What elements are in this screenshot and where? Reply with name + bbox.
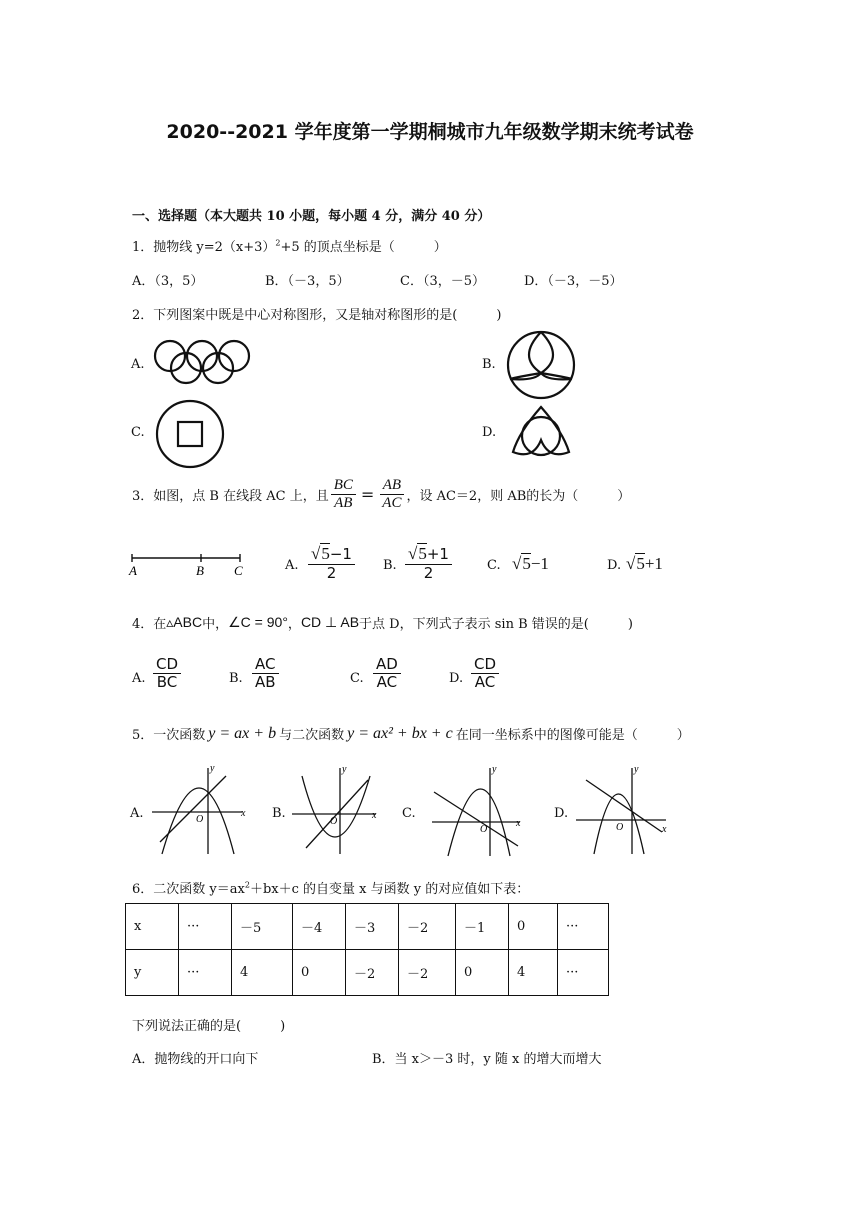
q3-fraction-bc-ab <box>331 477 356 513</box>
point-b-label: B <box>196 563 204 578</box>
q5-stem-pre: 5．一次函数 <box>132 728 206 743</box>
q5a-x-label: x <box>241 808 246 819</box>
q4-option-c <box>373 656 401 692</box>
q3-a-rest: −1 <box>329 545 352 563</box>
q5-label-a: A. <box>130 806 144 821</box>
table-cell: ··· <box>179 950 232 996</box>
q2-label-c: C. <box>131 425 145 440</box>
q5b-y-label: y <box>342 764 347 775</box>
table-cell: －5 <box>232 904 293 950</box>
point-c-label: C <box>234 563 243 578</box>
table-row <box>126 904 609 950</box>
q4-a-num: CD <box>153 656 181 674</box>
q5-label-d: D. <box>554 806 569 821</box>
q5b-origin-label: O <box>330 816 338 827</box>
q4-option-b <box>252 656 279 692</box>
q6-subquestion: 下列说法正确的是( ) <box>132 1019 286 1034</box>
q3-d-rest: +1 <box>644 554 663 573</box>
q1-option-d: D．（－3，－5） <box>524 274 623 289</box>
q4-option-d <box>471 656 499 692</box>
q1-option-c: C．（3，－5） <box>400 274 485 289</box>
q6-exponent: 2 <box>244 880 250 890</box>
table-cell: －2 <box>399 904 456 950</box>
q3-sqrt-a: √5 <box>311 544 330 563</box>
value-table <box>125 903 609 996</box>
q5-quadratic-function: y = ax² + bx + c <box>347 724 453 742</box>
section-heading: 一、选择题（本大题共 10 小题，每小题 4 分，满分 40 分） <box>132 209 491 224</box>
q3-radicand-a: 5 <box>321 544 330 563</box>
q6-option-b: B．当 x＞－3 时，y 随 x 的增大而增大 <box>372 1052 602 1067</box>
q2-label-d: D. <box>482 425 497 440</box>
table-cell: x <box>126 904 179 950</box>
table-cell: y <box>126 950 179 996</box>
question-4-stem <box>132 613 633 632</box>
q3-option-b <box>405 544 452 582</box>
q3-stem-post: ，设 AC＝2，则 AB的长为（ ） <box>406 489 631 505</box>
q3-a-den: 2 <box>326 563 337 582</box>
table-cell: －1 <box>456 904 509 950</box>
q1-option-a: A．（3，5） <box>132 274 204 289</box>
table-cell: ··· <box>179 904 232 950</box>
q3-option-c <box>512 554 549 574</box>
q4-d-den: AC <box>474 673 496 692</box>
q6-option-a: A．抛物线的开口向下 <box>132 1052 259 1067</box>
q3-b-rest: +1 <box>426 545 449 563</box>
q3-radicand-b: 5 <box>418 544 427 563</box>
q2-label-b: B. <box>482 357 496 372</box>
coin-figure <box>154 398 226 470</box>
triquetra-figure <box>503 404 579 462</box>
q2-label-a: A. <box>131 357 145 372</box>
segment-abc-figure <box>128 552 246 578</box>
q6-stem-post: ＋bx＋c 的自变量 x 与函数 y 的对应值如下表： <box>249 882 530 897</box>
table-cell: －4 <box>293 904 346 950</box>
q3-sqrt-d: √5 <box>626 554 645 573</box>
table-cell: －2 <box>346 950 399 996</box>
q3-label-d: D. <box>607 558 622 573</box>
q3-label-c: C. <box>487 558 501 573</box>
q3-label-b: B. <box>383 558 397 573</box>
q4-stem-pre: 4．在 <box>132 617 167 632</box>
q5-linear-function: y = ax + b <box>208 724 277 742</box>
q4-label-d: D. <box>449 671 464 686</box>
olympic-rings-figure <box>150 338 254 388</box>
q3-radicand-c: 5 <box>522 554 531 573</box>
q3-stem-pre: 3．如图，点 B 在线段 AC 上，且 <box>132 489 329 505</box>
q3-sqrt-c: √5 <box>512 554 531 573</box>
q5-label-b: B. <box>272 806 286 821</box>
q3-option-d <box>626 554 663 574</box>
q4-stem-post: 于点 D，下列式子表示 sin B 错误的是( ) <box>359 617 633 632</box>
q3-frac1-num: BC <box>331 477 356 495</box>
table-cell: 4 <box>232 950 293 996</box>
q4-b-den: AB <box>255 673 276 692</box>
q4-label-c: C. <box>350 671 364 686</box>
table-cell: ··· <box>558 950 609 996</box>
q4-a-den: BC <box>156 673 178 692</box>
question-6-stem <box>132 878 529 897</box>
q4-perpendicular: CD ⊥ AB <box>300 614 360 630</box>
q4-label-a: A. <box>132 671 146 686</box>
q5-stem-mid: 与二次函数 <box>279 728 345 743</box>
q5-stem-post: 在同一坐标系中的图像可能是（ ） <box>455 728 690 743</box>
q5c-x-label: x <box>516 818 521 829</box>
q3-frac2-num: AB <box>380 477 404 495</box>
q6-stem-pre: 6．二次函数 y＝ax <box>132 882 245 897</box>
three-petal-circle-figure <box>505 329 577 401</box>
q1-option-b: B．（－3，5） <box>265 274 350 289</box>
table-cell: 0 <box>509 904 558 950</box>
q5a-origin-label: O <box>196 814 204 825</box>
q3-frac1-den: AB <box>334 495 353 512</box>
point-a-label: A <box>129 563 137 578</box>
q4-b-num: AC <box>252 656 278 674</box>
q3-radicand-d: 5 <box>636 554 645 573</box>
q5d-x-label: x <box>662 824 667 835</box>
question-2-stem: 2．下列图案中既是中心对称图形，又是轴对称图形的是( ) <box>132 308 502 323</box>
table-cell: －3 <box>346 904 399 950</box>
q3-c-rest: −1 <box>530 554 549 573</box>
q5-label-c: C. <box>402 806 416 821</box>
table-cell: 0 <box>293 950 346 996</box>
q5c-origin-label: O <box>480 824 488 835</box>
q4-angle: ∠C = 90° <box>228 614 288 630</box>
q3-label-a: A. <box>285 558 299 573</box>
q1-stem-post: +5 的顶点坐标是（ ） <box>280 240 447 255</box>
q4-label-b: B. <box>229 671 243 686</box>
table-row <box>126 950 609 996</box>
question-3-stem <box>132 477 630 513</box>
page-title: 2020--2021 学年度第一学期桐城市九年级数学期末统考试卷 <box>166 121 694 143</box>
table-cell: 0 <box>456 950 509 996</box>
q3-equals: = <box>360 485 375 505</box>
table-cell: 4 <box>509 950 558 996</box>
table-cell: ··· <box>558 904 609 950</box>
q3-frac2-den: AC <box>382 495 402 512</box>
q3-sqrt-b: √5 <box>408 544 427 563</box>
q5d-y-label: y <box>634 764 639 775</box>
q3-fraction-ab-ac <box>379 477 404 513</box>
question-1-stem <box>132 236 447 255</box>
q5b-x-label: x <box>372 810 377 821</box>
q5c-y-label: y <box>492 764 497 775</box>
q1-exponent: 2 <box>275 238 281 248</box>
q4-triangle: ▵ABC <box>166 614 203 630</box>
q4-stem-mid1: 中， <box>202 617 229 632</box>
q4-stem-mid2: ， <box>287 617 301 632</box>
q5-graph-a <box>148 762 248 858</box>
q4-c-num: AD <box>373 656 401 674</box>
q4-option-a <box>153 656 181 692</box>
q5d-origin-label: O <box>616 822 624 833</box>
q3-option-a <box>308 544 355 582</box>
q4-c-den: AC <box>376 673 398 692</box>
question-5-stem <box>132 724 690 743</box>
q3-b-den: 2 <box>423 563 434 582</box>
table-cell: －2 <box>399 950 456 996</box>
q5-graph-b <box>288 762 382 858</box>
q5-graph-d <box>572 762 672 858</box>
q1-stem-pre: 1．抛物线 y=2（x+3） <box>132 240 276 255</box>
q4-d-num: CD <box>471 656 499 674</box>
q5-graph-c <box>428 762 526 858</box>
q5a-y-label: y <box>210 763 215 774</box>
